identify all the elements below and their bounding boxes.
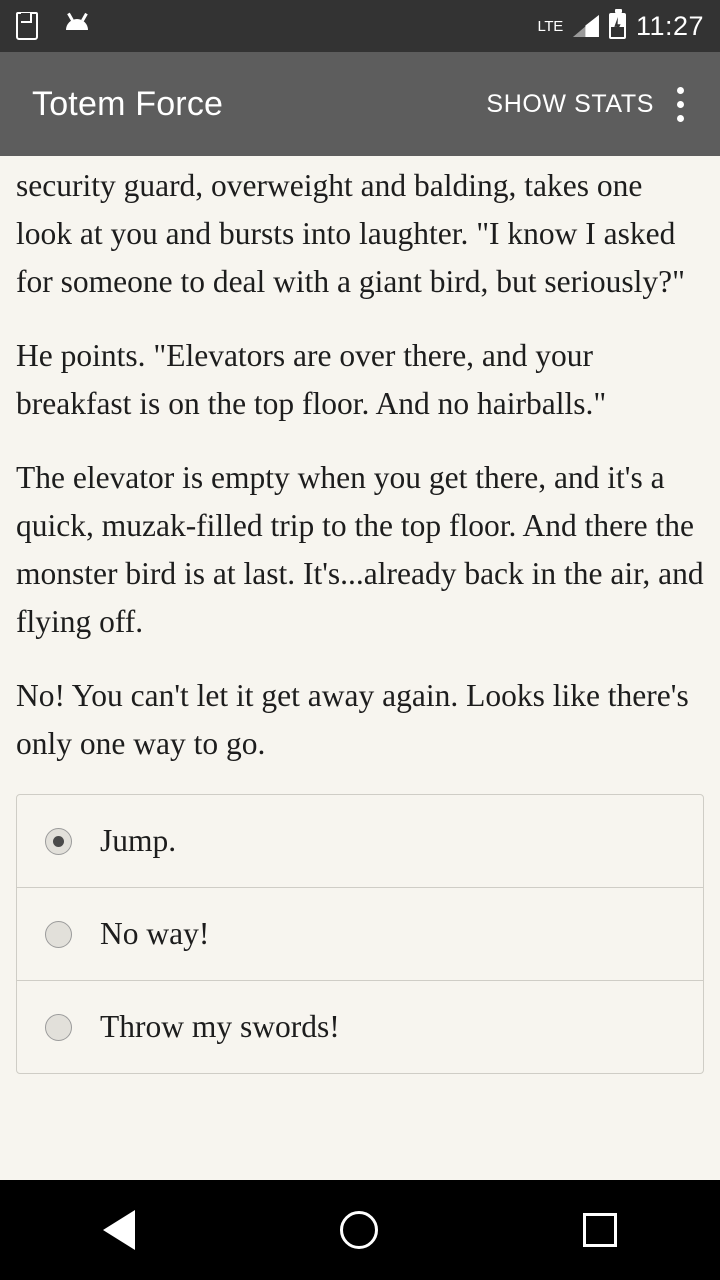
signal-strength-icon bbox=[573, 15, 599, 37]
radio-button-icon[interactable] bbox=[45, 1014, 72, 1041]
choice-label: No way! bbox=[100, 916, 210, 951]
home-circle-icon[interactable] bbox=[340, 1211, 378, 1249]
network-type-label: LTE bbox=[537, 17, 563, 35]
choice-option-throw-my-swords[interactable] bbox=[17, 981, 703, 1073]
story-text bbox=[16, 162, 704, 768]
sim-card-icon bbox=[16, 12, 38, 40]
page-title: Totem Force bbox=[32, 84, 224, 123]
choice-option-jump[interactable] bbox=[17, 795, 703, 888]
status-bar-left-icons bbox=[16, 12, 90, 40]
back-triangle-icon[interactable] bbox=[103, 1210, 135, 1250]
show-stats-button[interactable]: SHOW STATS bbox=[486, 89, 654, 118]
status-bar-right-icons bbox=[537, 11, 704, 42]
choice-label: Jump. bbox=[100, 823, 177, 858]
recents-square-icon[interactable] bbox=[583, 1213, 617, 1247]
choice-label: Throw my swords! bbox=[100, 1009, 340, 1044]
app-bar bbox=[0, 52, 720, 156]
choice-list bbox=[16, 794, 704, 1074]
app-bar-actions bbox=[486, 87, 696, 122]
radio-button-icon[interactable] bbox=[45, 921, 72, 948]
system-navigation-bar bbox=[0, 1180, 720, 1280]
story-paragraph: He points. "Elevators are over there, and your breakfast is on the top floor. And no hairballs." bbox=[16, 338, 607, 421]
story-paragraph: The elevator is empty when you get there, and it's a quick, muzak-filled trip to the top floor. And there the monster bird is at last. It's...already back in the air, and flying off. bbox=[16, 460, 704, 639]
more-vertical-icon[interactable] bbox=[680, 87, 696, 122]
story-paragraph: security guard, overweight and balding, takes one look at you and bursts into laughter. "I know I asked for someone to deal with a giant bird, but seriously?" bbox=[16, 168, 685, 299]
story-paragraph: No! You can't let it get away again. Looks like there's only one way to go. bbox=[16, 678, 689, 761]
android-head-icon bbox=[64, 13, 90, 39]
radio-button-icon[interactable] bbox=[45, 828, 72, 855]
battery-charging-icon bbox=[609, 13, 626, 39]
status-bar bbox=[0, 0, 720, 52]
status-bar-clock: 11:27 bbox=[635, 10, 704, 41]
story-scroll-area[interactable] bbox=[0, 156, 720, 1180]
choice-option-no-way[interactable] bbox=[17, 888, 703, 981]
